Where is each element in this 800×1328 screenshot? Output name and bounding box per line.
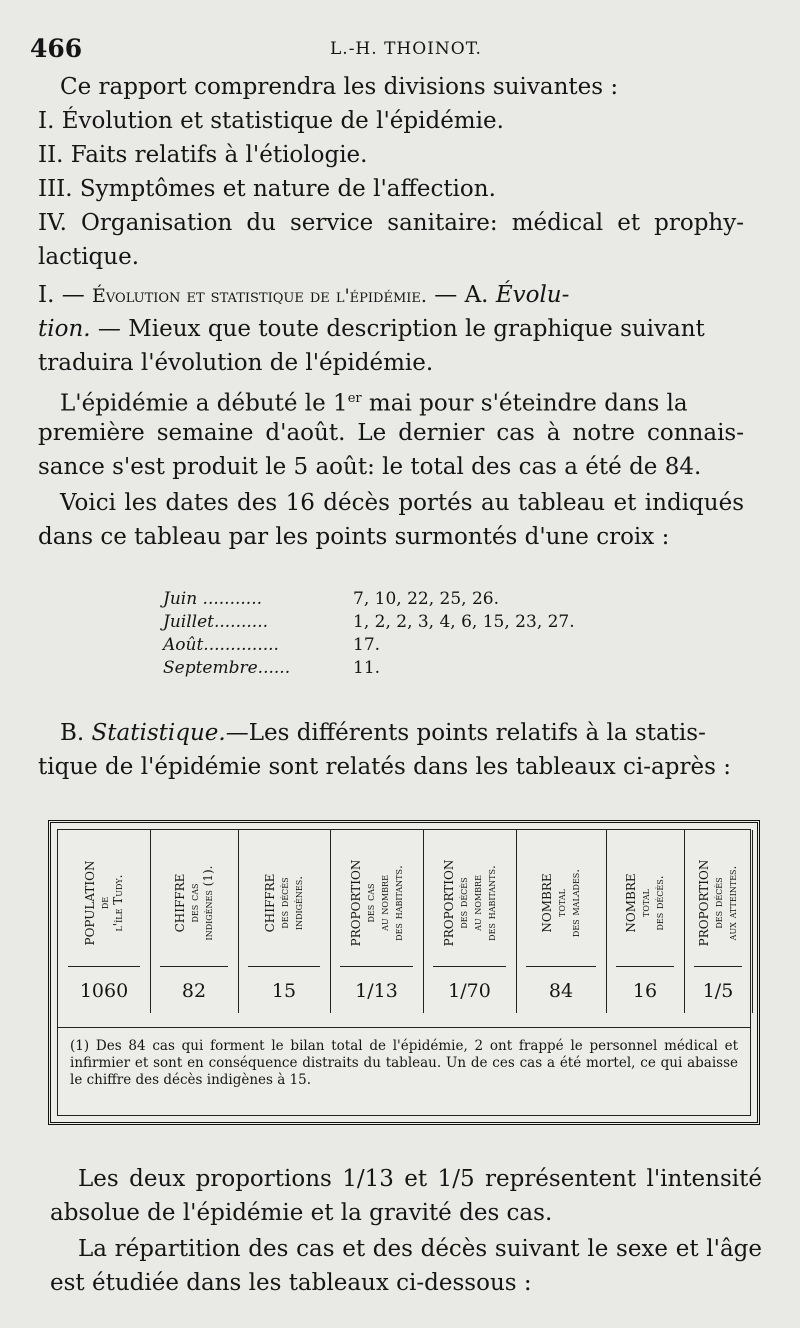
dates-row-septembre: [163, 657, 575, 680]
para-deces-line-2: dans ce tableau par les points surmontés d'une croix :: [38, 524, 670, 550]
column-header-text: CHIFFRE des cas indigènes (1).: [173, 865, 215, 941]
para-debut-line-3: sance s'est produit le 5 août: le total des cas a été de 84.: [38, 454, 702, 480]
statistics-table: [48, 820, 760, 1125]
column-header: [330, 834, 423, 972]
header-rule: [694, 966, 742, 967]
column-header-text: PROPORTION des décès au nombre des habitants.: [441, 859, 498, 947]
division-2: II. Faits relatifs à l'étiologie.: [38, 142, 368, 168]
table-column-deces-indigenes: [238, 830, 331, 1013]
section-line-2: [38, 312, 744, 346]
column-header: [58, 834, 150, 972]
column-value: 1/13: [355, 980, 398, 1002]
column-value: 82: [181, 980, 207, 1002]
month-label: Septembre......: [163, 658, 291, 678]
header-rule: [248, 966, 320, 967]
section-line-3: traduira l'évolution de l'épidémie.: [38, 350, 434, 376]
section-line-2-text: — Mieux que toute description le graphique suivant: [97, 316, 705, 342]
table-footnote: (1) Des 84 cas qui forment le bilan total de l'épidémie, 2 ont frappé le personnel médical et infirmier et sont en conséquence distraits du tableau. Un de ces cas a été mortel, ce qui abaisse le chiffre des décès indigènes à 15.: [58, 1027, 750, 1089]
column-header-text: POPULATION de l'île Tudy.: [83, 860, 125, 946]
division-3: III. Symptômes et nature de l'affection.: [38, 176, 496, 202]
statistics-table-inner: [57, 829, 751, 1116]
column-value: 84: [548, 980, 574, 1002]
subsection-label: — A.: [434, 282, 489, 308]
division-1: I. Évolution et statistique de l'épidémie.: [38, 108, 504, 134]
column-value: 16: [632, 980, 658, 1002]
para-repartition-line-1: La répartition des cas et des décès suivant le sexe et l'âge: [78, 1236, 762, 1262]
header-rule: [616, 966, 674, 967]
para-debut-text-b: mai pour s'éteindre dans la: [361, 390, 688, 417]
table-column-proportion-cas: [330, 830, 424, 1013]
table-column-population: [58, 830, 151, 1013]
dates-row-aout: [163, 634, 575, 657]
column-value: 15: [271, 980, 297, 1002]
column-header-text: CHIFFRE des décès indigènes.: [263, 873, 305, 933]
header-rule: [68, 966, 140, 967]
intro-line: Ce rapport comprendra les divisions suivantes :: [60, 74, 619, 100]
table-column-proportion-deces: [423, 830, 517, 1013]
month-label: Juin ...........: [163, 589, 262, 609]
statistique-label: B.: [60, 720, 85, 746]
header-rule: [526, 966, 596, 967]
division-4: IV. Organisation du service sanitaire: médical et prophy-: [38, 210, 744, 236]
column-value: 1060: [79, 980, 129, 1002]
para-debut-line-2: première semaine d'août. Le dernier cas à notre connais-: [38, 420, 744, 446]
subsection-title-part1: Évolu-: [495, 282, 570, 308]
column-header: [684, 834, 752, 972]
month-label: Août..............: [163, 635, 279, 655]
subsection-title-part2: tion.: [38, 316, 91, 342]
para-debut-text-a: L'épidémie a débuté le 1: [60, 390, 348, 417]
column-header-text: PROPORTION des cas au nombre des habitants.: [348, 859, 405, 947]
statistique-title: Statistique.: [91, 720, 226, 746]
section-heading-number: I. —: [38, 282, 85, 308]
statistique-line-1: [60, 716, 744, 750]
table-column-proportion-atteintes: [684, 830, 753, 1013]
dates-row-juin: [163, 588, 575, 611]
superscript-er: er: [347, 391, 362, 406]
header-rule: [160, 966, 228, 967]
running-head: L.-H. THOINOT.: [330, 39, 482, 59]
death-dates-list: [163, 588, 575, 680]
days-list: 7, 10, 22, 25, 26.: [353, 589, 499, 609]
days-list: 11.: [353, 658, 381, 678]
column-header-text: PROPORTION des décès aux atteintes.: [697, 859, 739, 947]
column-header-text: NOMBRE total des malades.: [540, 868, 582, 938]
statistique-line-1-text: —Les différents points relatifs à la statis-: [225, 720, 706, 746]
month-label: Juillet..........: [163, 612, 269, 632]
statistique-line-2: tique de l'épidémie sont relatés dans les tableaux ci-après :: [38, 754, 731, 780]
table-column-cas-indigenes: [150, 830, 239, 1013]
column-header: [238, 834, 330, 972]
column-header: [516, 834, 606, 972]
column-header: [150, 834, 238, 972]
days-list: 1, 2, 2, 3, 4, 6, 15, 23, 27.: [353, 612, 575, 632]
dates-row-juillet: [163, 611, 575, 634]
column-header: [606, 834, 684, 972]
days-list: 17.: [353, 635, 381, 655]
column-value: 1/5: [702, 980, 734, 1002]
table-column-total-malades: [516, 830, 607, 1013]
section-heading: [38, 278, 744, 313]
para-proportions-line-1: Les deux proportions 1/13 et 1/5 représentent l'intensité: [78, 1166, 762, 1192]
section-heading-title: Évolution et statistique de l'épidémie.: [92, 285, 427, 307]
para-proportions-line-2: absolue de l'épidémie et la gravité des cas.: [50, 1200, 553, 1226]
column-header-text: NOMBRE total des décès.: [624, 873, 666, 933]
table-column-total-deces: [606, 830, 685, 1013]
para-repartition-line-2: est étudiée dans les tableaux ci-dessous :: [50, 1270, 532, 1296]
column-value: 1/70: [448, 980, 491, 1002]
column-header: [423, 834, 516, 972]
para-deces-line-1: Voici les dates des 16 décès portés au tableau et indiqués: [60, 490, 744, 516]
division-4-continued: lactique.: [38, 244, 140, 270]
header-rule: [433, 966, 506, 967]
header-rule: [340, 966, 413, 967]
page-number: 466: [30, 34, 83, 63]
para-debut-line-1: [60, 382, 744, 421]
page-header: [30, 34, 750, 64]
